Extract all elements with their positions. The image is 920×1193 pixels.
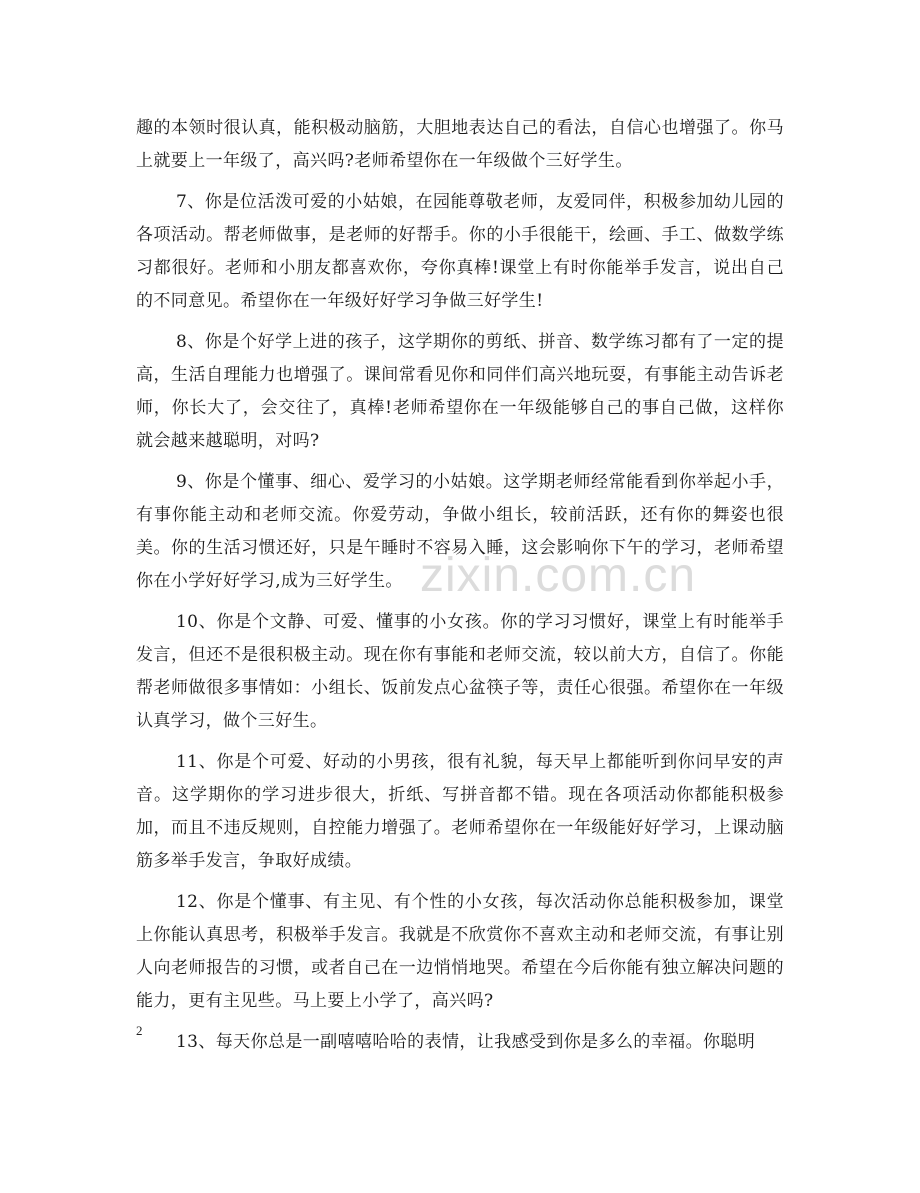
paragraph-item-7: 7、你是位活泼可爱的小姑娘，在园能尊敬老师，友爱同伴，积极参加幼儿园的各项活动。帮老师做事，是老师的好帮手。你的小手很能干，绘画、手工、做数学练习都很好。老师和小朋友都喜欢你，夸你真棒!课堂上有时你能举手发言，说出自己的不同意见。希望你在一年级好好学习争做三好学生! — [136, 192, 784, 311]
paragraph-item-11: 11、你是个可爱、好动的小男孩，很有礼貌，每天早上都能听到你问早安的声音。这学期你的学习进步很大，折纸、写拼音都不错。现在各项活动你都能积极参加，而且不违反规则，自控能力增强了。老师希望你在一年级能好好学习，上课动脑筋多举手发言，争取好成绩。 — [136, 752, 784, 871]
watermark: zixin.com.cn — [420, 549, 697, 602]
document-body — [136, 112, 784, 1067]
paragraph-item-12: 12、你是个懂事、有主见、有个性的小女孩，每次活动你总能积极参加，课堂上你能认真思考，积极举手发言。我就是不欣赏你不喜欢主动和老师交流，有事让别人向老师报告的习惯，或者自己在一边悄悄地哭。希望在今后你能有独立解决问题的能力，更有主见些。马上要上小学了，高兴吗? — [136, 892, 784, 1011]
paragraph-item-13: 13、每天你总是一副嘻嘻哈哈的表情，让我感受到你是多么的幸福。你聪明 — [175, 1032, 756, 1052]
page-number: 2 — [136, 1023, 143, 1038]
paragraph-item-9: 9、你是个懂事、细心、爱学习的小姑娘。这学期老师经常能看到你举起小手，有事你能主动和老师交流。你爱劳动，争做小组长，较前活跃，还有你的舞姿也很美。你的生活习惯还好，只是午睡时不容易入睡，这会影响你下午的学习，老师希望你在小学好好学习,成为三好学生。 — [136, 472, 784, 591]
paragraph-item-8: 8、你是个好学上进的孩子，这学期你的剪纸、拼音、数学练习都有了一定的提高，生活自理能力也增强了。课间常看见你和同伴们高兴地玩耍，有事能主动告诉老师，你长大了，会交往了，真棒!老师希望你在一年级能够自己的事自己做，这样你就会越来越聪明，对吗? — [136, 332, 784, 451]
paragraph-item-10: 10、你是个文静、可爱、懂事的小女孩。你的学习习惯好，课堂上有时能举手发言，但还不是很积极主动。现在你有事能和老师交流，较以前大方，自信了。你能帮老师做很多事情如：小组长、饭前发点心盆筷子等，责任心很强。希望你在一年级认真学习，做个三好生。 — [136, 612, 784, 731]
paragraph-continued: 趣的本领时很认真，能积极动脑筋，大胆地表达自己的看法，自信心也增强了。你马上就要上一年级了，高兴吗?老师希望你在一年级做个三好学生。 — [136, 118, 784, 171]
